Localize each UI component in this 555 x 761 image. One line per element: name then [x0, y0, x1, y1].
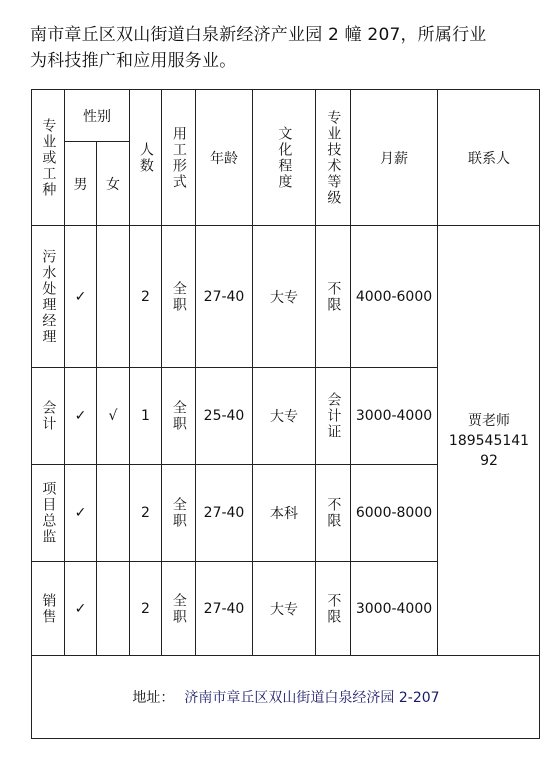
header-employment: 用工形式: [162, 90, 196, 226]
contact-name: 贾老师: [468, 412, 510, 429]
row-1-age: 27-40: [196, 226, 253, 368]
row-1-count: 2: [130, 226, 162, 368]
row-4-male: ✓: [65, 562, 97, 656]
row-1-salary: 4000-6000: [351, 226, 438, 368]
row-3-level: 不限: [316, 465, 351, 562]
row-4-form: 全职: [162, 562, 196, 656]
address-label: 地址：: [132, 690, 175, 706]
row-2-education: 大专: [253, 368, 316, 465]
row-3-education: 本科: [253, 465, 316, 562]
row-1-level: 不限: [316, 226, 351, 368]
row-3-job: 项目总监: [32, 465, 65, 562]
header-level: 专业技术等级: [316, 90, 351, 226]
row-3-salary: 6000-8000: [351, 465, 438, 562]
recruitment-table: [31, 89, 540, 739]
header-major: 专业或工种: [32, 90, 65, 226]
contact-phone: 18954514192: [448, 432, 530, 469]
row-4-age: 27-40: [196, 562, 253, 656]
row-3-count: 2: [130, 465, 162, 562]
row-1-job: 污水处理经理: [32, 226, 65, 368]
contact-cell: [438, 226, 540, 656]
header-gender: 性别: [65, 90, 130, 142]
row-1-male: ✓: [65, 226, 97, 368]
row-2-female: √: [97, 368, 130, 465]
header-count: 人数: [130, 90, 162, 226]
row-3-age: 27-40: [196, 465, 253, 562]
header-male: 男: [65, 142, 97, 226]
header-age: 年龄: [196, 90, 253, 226]
row-3-female: [97, 465, 130, 562]
row-4-job: 销售: [32, 562, 65, 656]
intro-text: [30, 22, 550, 74]
row-2-form: 全职: [162, 368, 196, 465]
row-2-salary: 3000-4000: [351, 368, 438, 465]
row-4-salary: 3000-4000: [351, 562, 438, 656]
address-value: 济南市章丘区双山街道白泉经济园 2-207: [184, 690, 440, 706]
row-1-education: 大专: [253, 226, 316, 368]
intro-line-2: 为科技推广和应用服务业。: [30, 51, 237, 71]
row-4-education: 大专: [253, 562, 316, 656]
row-2-count: 1: [130, 368, 162, 465]
row-2-age: 25-40: [196, 368, 253, 465]
row-1-female: [97, 226, 130, 368]
row-4-count: 2: [130, 562, 162, 656]
row-2-male: ✓: [65, 368, 97, 465]
row-3-male: ✓: [65, 465, 97, 562]
row-4-female: [97, 562, 130, 656]
header-contact: 联系人: [438, 90, 540, 226]
intro-line-1: 南市章丘区双山街道白泉新经济产业园 2 幢 207，所属行业: [30, 25, 487, 45]
row-2-job: 会计: [32, 368, 65, 465]
row-1-form: 全职: [162, 226, 196, 368]
header-female: 女: [97, 142, 130, 226]
row-4-level: 不限: [316, 562, 351, 656]
row-3-form: 全职: [162, 465, 196, 562]
address-row: [32, 656, 540, 738]
header-education: 文化程度: [253, 90, 316, 226]
header-salary: 月薪: [351, 90, 438, 226]
row-2-level: 会计证: [316, 368, 351, 465]
